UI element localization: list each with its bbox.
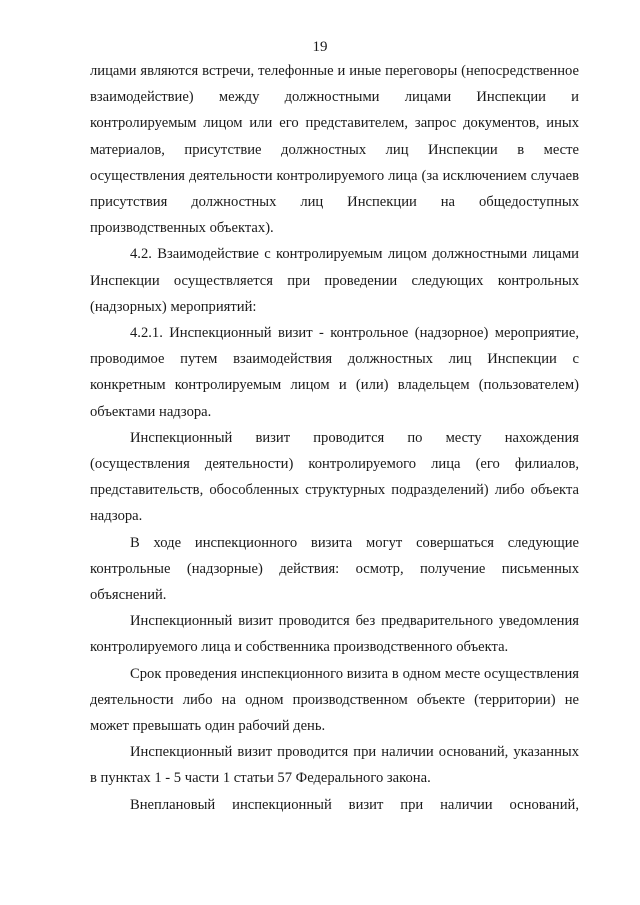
paragraph-unscheduled-visit: Внеплановый инспекционный визит при наличии оснований, (130, 796, 579, 813)
paragraph-4-2: 4.2. Взаимодействие с контролируемым лицом должностными лицами Инспекции осуществляется при проведении следующих контрольных (надзорных) мероприятий: (90, 246, 579, 315)
paragraph-4-2-1: 4.2.1. Инспекционный визит - контрольное (надзорное) мероприятие, проводимое путем взаимодействия должностных лиц Инспекции с конкретным контролируемым лицом и (или) владельцем (пользователем) объектами надзора. (90, 325, 579, 420)
paragraph-visit-grounds: Инспекционный визит проводится при наличии оснований, указанных в пунктах 1 - 5 части 1 статьи 57 Федерального закона. (90, 744, 579, 787)
paragraph-visit-duration: Срок проведения инспекционного визита в одном месте осуществления деятельности либо на одном производственном объекте (территории) не может превышать один рабочий день. (90, 665, 579, 735)
paragraph-visit-location: Инспекционный визит проводится по месту нахождения (осуществления деятельности) контролируемого лица (его филиалов, представительств, обособленных структурных подразделений) либо объекта надзора. (90, 429, 579, 525)
paragraph-continuation: лицами являются встречи, телефонные и иные переговоры (непосредственное взаимодействие) между должностными лицами Инспекции и контролируемым лицом или его представителем, запрос документов, иных материалов, присутствие должностных лиц Инспекции в месте осуществления деятельности контролируемого лица (за исключением случаев присутствия должностных лиц Инспекции на общедоступных производственных объектах). (90, 63, 579, 237)
page-number: 19 (312, 39, 328, 55)
paragraph-visit-actions: В ходе инспекционного визита могут совершаться следующие контрольные (надзорные) действия: осмотр, получение письменных объяснений. (90, 534, 579, 604)
paragraph-visit-notice: Инспекционный визит проводится без предварительного уведомления контролируемого лица и собственника производственного объекта. (90, 613, 579, 656)
document-body (90, 58, 579, 818)
